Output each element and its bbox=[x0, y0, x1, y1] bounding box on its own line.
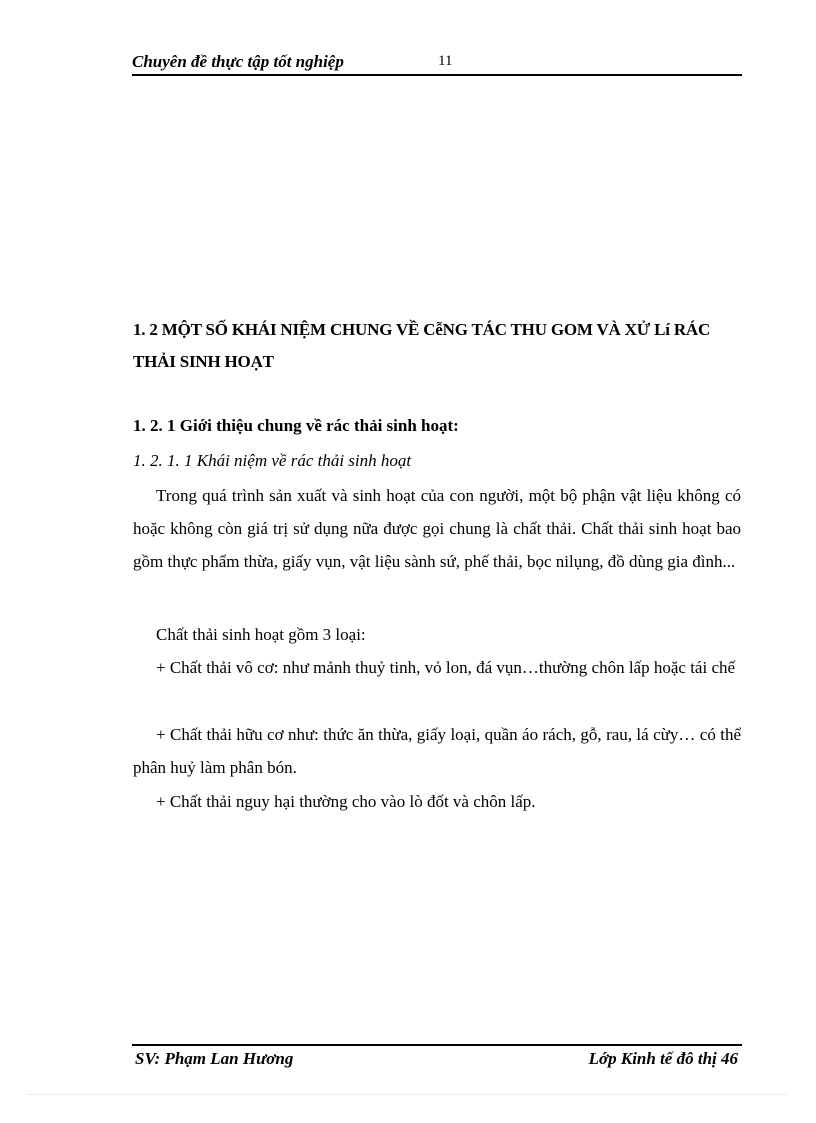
subsection-heading: 1. 2. 1 Giới thiệu chung về rác thải sinh hoạt: bbox=[133, 416, 459, 435]
page-header bbox=[132, 52, 742, 74]
footer-student-name: SV: Phạm Lan Hương bbox=[135, 1049, 294, 1068]
footer-divider bbox=[132, 1044, 742, 1046]
paragraph-types-intro: Chất thải sinh hoạt gồm 3 loại: bbox=[156, 625, 366, 644]
footer-class-name: Lớp Kinh tế đô thị 46 bbox=[588, 1049, 738, 1068]
paragraph-organic-waste: + Chất thải hữu cơ như: thức ăn thừa, giấy loại, quần áo rách, gỗ, rau, lá cừy… có thể phân huỷ làm phân bón. bbox=[133, 725, 741, 777]
section-heading: 1. 2 MỘT SỐ KHÁI NIỆM CHUNG VỀ CễNG TÁC THU GOM VÀ XỬ Lí RÁC THẢI SINH HOẠT bbox=[133, 320, 711, 371]
subsubsection-heading: 1. 2. 1. 1 Khái niệm về rác thải sinh hoạt bbox=[133, 451, 412, 470]
header-divider bbox=[132, 74, 742, 76]
paragraph-definition: Trong quá trình sản xuất và sinh hoạt của con người, một bộ phận vật liệu không có hoặc không còn giá trị sử dụng nữa được gọi chung là chất thải. Chất thải sinh hoạt bao gồm thực phẩm thừa, giấy vụn, vật liệu sành sứ, phế thải, bọc nilụng, đồ dùng gia đình... bbox=[133, 486, 741, 571]
paragraph-hazardous-waste: + Chất thải nguy hại thường cho vào lò đốt và chôn lấp. bbox=[156, 792, 536, 811]
paragraph-inorganic-waste: + Chất thải vô cơ: như mảnh thuỷ tinh, vỏ lon, đá vụn…thường chôn lấp hoặc tái chế bbox=[156, 658, 736, 677]
page-number: 11 bbox=[438, 53, 453, 69]
document-title: Chuyên đề thực tập tốt nghiệp bbox=[132, 52, 344, 71]
page-edge-divider bbox=[28, 1094, 788, 1095]
